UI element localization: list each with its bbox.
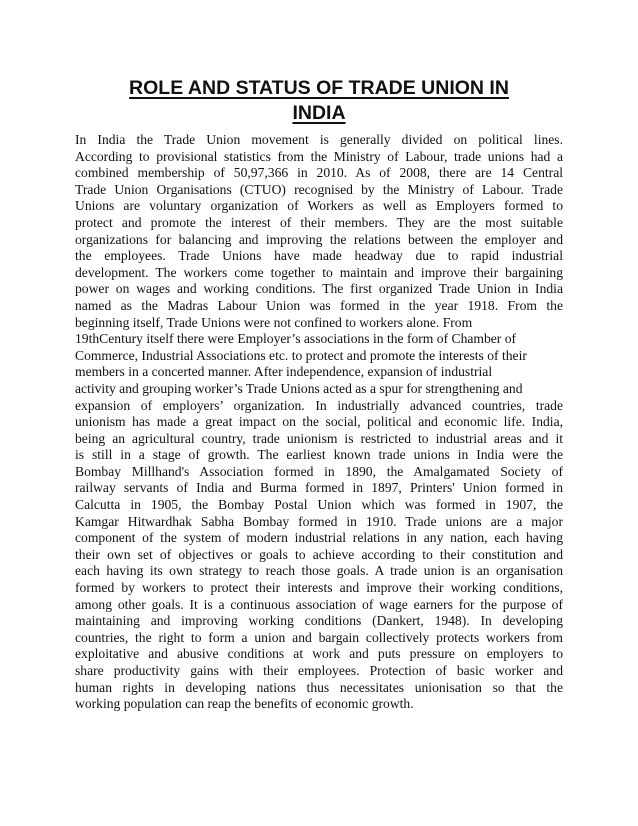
text-line: Commerce, Industrial Associations etc. to protect and promote the interests of their [75,347,527,363]
text-line: 19thCentury itself there were Employer’s associations in the form of Chamber of [75,331,517,347]
text-line: human rights in developing nations thus necessitates unionisation so that the [75,679,563,695]
text-line: share productivity gains with their employees. Protection of basic worker and [75,663,563,678]
title-line-1: ROLE AND STATUS OF TRADE UNION IN [129,77,509,99]
text-line: the employees. Trade Unions have made headway due to rapid industrial [75,248,563,264]
text-line: combined membership of 50,97,366 in 2010. As of 2008, there are 14 Central [75,165,563,181]
text-line: working population can reap the benefits of economic growth. [75,696,414,712]
text-line: is still in a stage of growth. The earliest known trade unions in India were the [75,447,563,463]
text-line: power on wages and working conditions. The first organized Trade Union in India [75,281,563,297]
text-line: protect and promote the interest of their members. They are the most suitable [75,214,563,230]
text-line: unionism has made a great impact on the social, political and economic life. India, [75,414,563,430]
text-line: According to provisional statistics from the Ministry of Labour, trade unions had a [75,148,563,164]
page-title [60,76,578,126]
text-line: beginning itself, Trade Unions were not confined to workers alone. From [75,314,473,330]
text-line: formed by workers to protect their interests and improve their working conditions, [75,580,563,596]
text-line: expansion of employers’ organization. In industrially advanced countries, trade [75,397,563,413]
text-line: component of the system of modern industrial relations in any nation, each having [75,530,563,546]
text-line: railway servants of India and Burma formed in 1897, Printers' Union formed in [75,480,563,496]
text-line: Kamgar Hitwardhak Sabha Bombay formed in 1910. Trade unions are a major [75,513,563,529]
text-line: members in a concerted manner. After independence, expansion of industrial [75,364,493,380]
text-line: Bombay Millhand's Association formed in 1890, the Amalgamated Society of [75,463,563,479]
text-line: organizations for balancing and improving the relations between the employer and [75,231,563,247]
text-line: exploitative and abusive conditions at work and puts pressure on employers to [75,646,563,662]
title-line-2: INDIA [292,102,346,124]
text-line: In India the Trade Union movement is generally divided on political lines. [75,132,563,147]
text-line: countries, the right to form a union and bargain collectively protects workers from [75,629,563,645]
text-line: development. The workers come together to maintain and improve their bargaining [75,264,563,280]
text-line: among other goals. It is a continuous association of wage earners for the purpose of [75,596,563,612]
text-line: being an agricultural country, trade unionism is restricted to industrial areas and it [75,430,563,446]
text-line: Unions are voluntary organization of Workers as well as Employers formed to [75,198,563,214]
text-line: activity and grouping worker’s Trade Unions acted as a spur for strengthening and [75,380,523,396]
text-line: maintaining and improving working conditions (Dankert, 1948). In developing [75,613,563,629]
text-line: Calcutta in 1905, the Bombay Postal Union which was formed in 1907, the [75,497,563,513]
text-line: named as the Madras Labour Union was formed in the year 1918. From the [75,297,563,313]
body-paragraph [75,132,563,713]
text-line: each having its own strategy to reach those goals. A trade union is an organisation [75,563,563,579]
text-line: Trade Union Organisations (CTUO) recognised by the Ministry of Labour. Trade [75,181,563,197]
text-line: their own set of objectives or goals to achieve according to their constitution and [75,546,563,562]
